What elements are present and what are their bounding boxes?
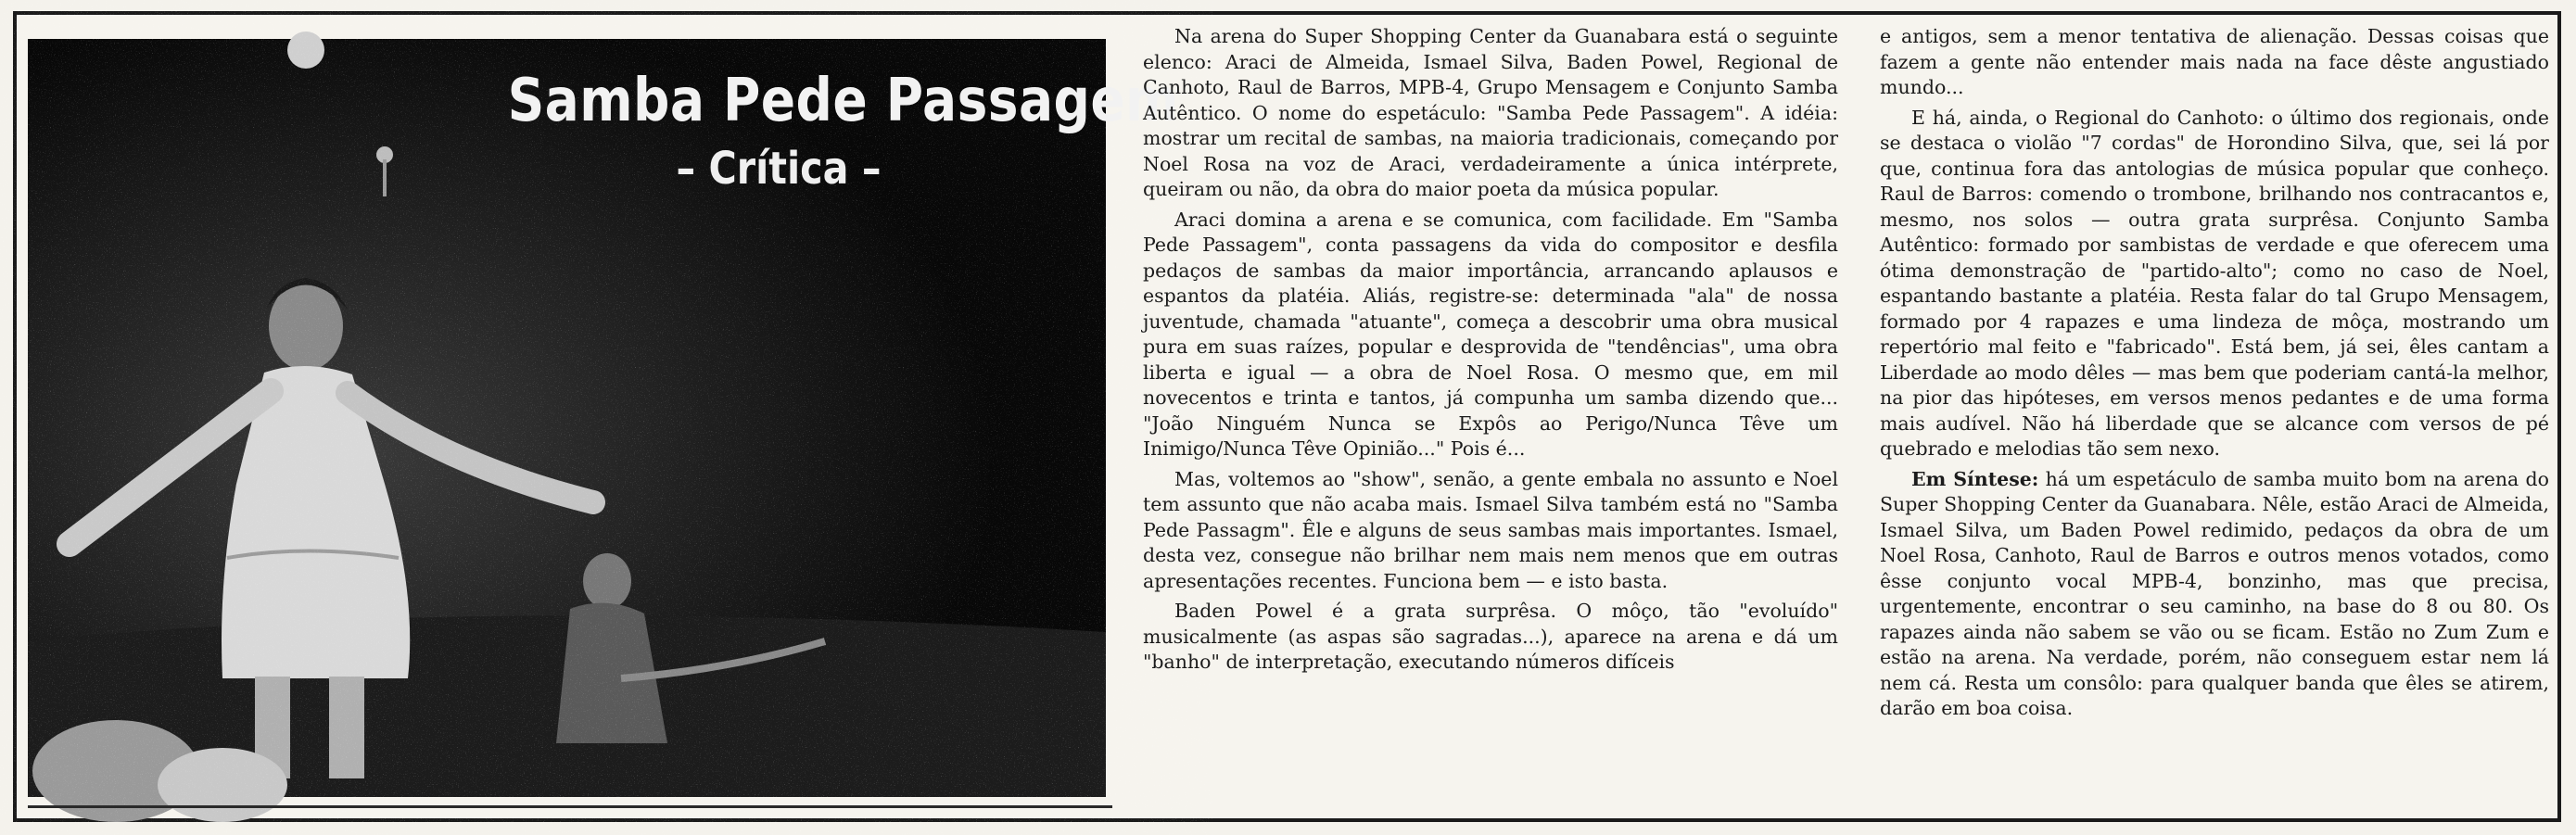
article-column-2 [1143,24,1838,680]
article-subtitle: – Crítica – [676,143,882,195]
article-title: Samba Pede Passagem [507,67,1179,135]
summary-text: há um espetáculo de samba muito bom na arena do Super Shopping Center da Guanabara. Nêle, estão Araci de Almeida, Ismael Silva, um Baden Powel redimido, pedaços da obra de um Noel Rosa, Canhoto, Raul de Barros e outros menos votados, como êsse conjunto vocal MPB-4, bonzinho, mas que precisa, urgentemente, encontrar o seu caminho, na base do 8 ou 80. Os rapazes ainda não sabem se vão ou se ficam. Estão no Zum Zum e estão na arena. Na verdade, porém, não conseguem estar nem lá nem cá. Resta um consôlo: para qualquer banda que êles se atirem, darão em boa coisa. [1880,467,2549,719]
paragraph: Araci domina a arena e se comunica, com facilidade. Em "Samba Pede Passagem", conta passagens da vida do compositor e desfila pedaços de sambas da maior importância, arrancando aplausos e espantos da platéia. Aliás, registre-se: determinada "ala" de nossa juventude, chamada "atuante", começa a descobrir uma obra musical pura em suas raízes, popular e desprovida de "tendências", uma obra liberta e igual — a obra de Noel Rosa. O mesmo que, em mil novecentos e trinta e tantos, já compunha um samba dizendo que... "João Ninguém Nunca se Expôs ao Perigo/Nunca Têve um Inimigo/Nunca Têve Opinião..." Pois é... [1143,208,1838,460]
paragraph: Mas, voltemos ao "show", senão, a gente embala no assunto e Noel tem assunto que não acaba mais. Ismael Silva também está no "Samba Pede Passagm". Êle e alguns de seus sambas mais importantes. Ismael, desta vez, consegue não brilhar nem mais nem menos que em outras apresentações recentes. Funciona bem — e isto basta. [1143,467,1838,592]
paragraph: Na arena do Super Shopping Center da Guanabara está o seguinte elenco: Araci de Almeida, Ismael Silva, Baden Powel, Regional de Canhoto, Raul de Barros, MPB-4, Grupo Mensagem e Conjunto Samba Autêntico. O nome do espetáculo: "Samba Pede Passagem". A idéia: mostrar um recital de sambas, na maioria tradicionais, começando por Noel Rosa na voz de Araci, verdadeiramente a única intérprete, queiram ou não, da obra do maior poeta da música popular. [1143,25,1838,200]
paragraph: Baden Powel é a grata surprêsa. O môço, tão "evoluído" musicalmente (as aspas são sagradas...), aparece na arena e dá um "banho" de interpretação, executando números difíceis [1143,600,1838,673]
paragraph: e antigos, sem a menor tentativa de alienação. Dessas coisas que fazem a gente não entender mais nada na face dêste angustiado mundo... [1880,25,2549,98]
article-column-3 [1880,24,2549,727]
divider-rule [28,805,1112,808]
performer-photo [28,39,1179,797]
paragraph: E há, ainda, o Regional do Canhoto: o último dos regionais, onde se destaca o violão "7 cordas" de Horondino Silva, que, sei lá por que, continua fora das antologias de música popular que conheço. Raul de Barros: comendo o trombone, brilhando nos contracantos e, mesmo, nos solos — outra grata surprêsa. Conjunto Samba Autêntico: formado por sambistas de verdade e que oferecem uma ótima demonstração de "partido-alto"; como no caso de Noel, espantando bastante a platéia. Resta falar do tal Grupo Mensagem, formado por 4 rapazes e uma lindeza de môça, mostrando um repertório mal feito e "fabricado". Está bem, já sei, êles cantam a Liberdade ao modo dêles — mas bem que poderiam cantá-la melhor, na pior das hipóteses, em versos menos pedantes e de uma forma mais audível. Não há liberdade que se alcance com versos de pé quebrado e melodias tão sem nexo. [1880,106,2549,460]
summary-lead: Em Síntese: [1911,467,2039,490]
summary-paragraph [1880,467,2549,722]
